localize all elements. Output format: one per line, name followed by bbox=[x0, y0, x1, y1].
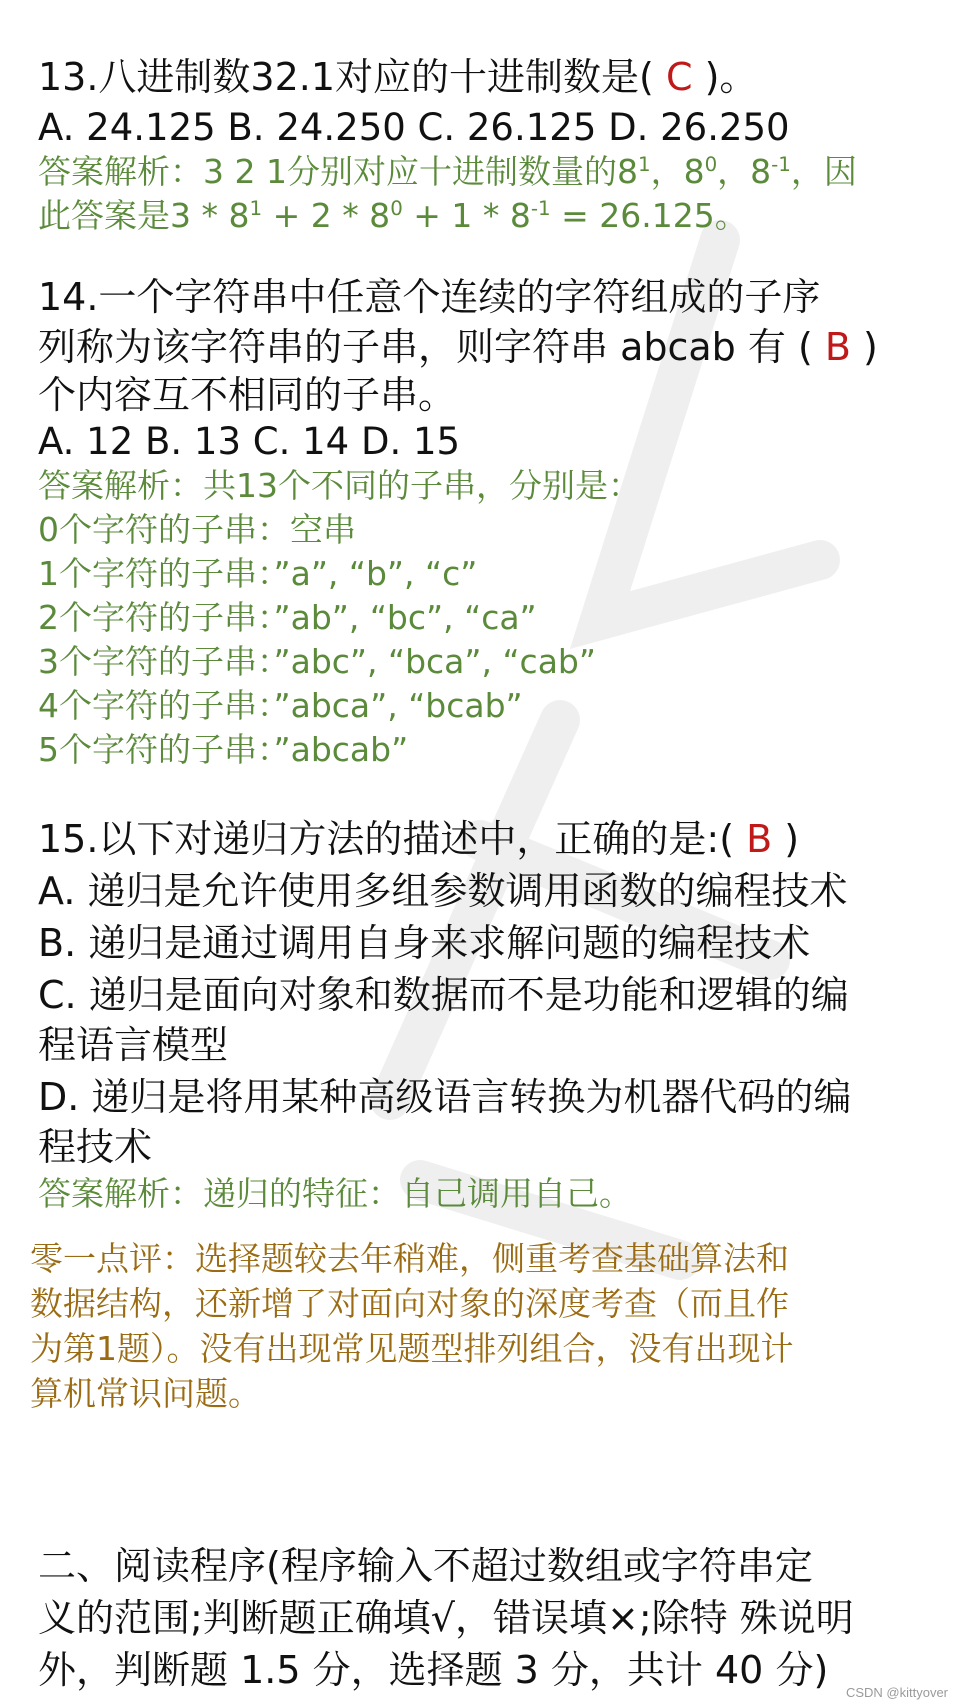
superscript: 1 bbox=[249, 197, 263, 220]
q14-analysis-line: 5个字符的子串：”abcab” bbox=[38, 730, 409, 769]
q13-analysis-text: + 2 * 8 bbox=[262, 196, 391, 235]
superscript: 0 bbox=[390, 197, 403, 220]
q15-option-b: B. 递归是通过调用自身来求解问题的编程技术 bbox=[38, 921, 811, 965]
q14-analysis-line: 3个字符的子串：”abc”, “bca”, “cab” bbox=[38, 642, 596, 681]
review-line: 为第1题）。没有出现常见题型排列组合，没有出现计 bbox=[30, 1329, 794, 1368]
q14-stem-end: ) bbox=[863, 325, 878, 369]
q15-analysis: 答案解析：递归的特征：自己调用自己。 bbox=[38, 1174, 632, 1213]
review-line: 算机常识问题。 bbox=[30, 1374, 261, 1413]
q15-answer: B bbox=[734, 817, 785, 861]
q13-stem-end: )。 bbox=[704, 55, 758, 99]
q13-stem-text: 13.八进制数32.1对应的十进制数是( bbox=[38, 55, 654, 99]
q14-stem-line2 bbox=[38, 322, 878, 372]
q13-analysis-text: 此答案是3 * 8 bbox=[38, 196, 250, 235]
q13-answer: C bbox=[653, 55, 705, 99]
q14-analysis-line: 2个字符的子串：”ab”, “bc”, “ca” bbox=[38, 598, 537, 637]
q15-stem-end: ) bbox=[784, 817, 800, 861]
q15-option-c-line2: 程语言模型 bbox=[38, 1023, 229, 1067]
section2-line: 义的范围;判断题正确填√，错误填×;除特 殊说明 bbox=[38, 1596, 854, 1640]
review-line: 数据结构，还新增了对面向对象的深度考查（而且作 bbox=[30, 1284, 789, 1323]
q13-analysis-text: 答案解析：3 2 1分别对应十进制数量的8 bbox=[38, 152, 638, 191]
q14-analysis-line: 0个字符的子串：空串 bbox=[38, 510, 356, 549]
q13-analysis-text: = 26.125。 bbox=[550, 196, 748, 235]
q15-option-d-line2: 程技术 bbox=[38, 1125, 153, 1169]
q15-option-d-line1: D. 递归是将用某种高级语言转换为机器代码的编 bbox=[38, 1075, 852, 1119]
q13-analysis-text: + 1 * 8 bbox=[402, 196, 531, 235]
q13-analysis-text: ，因 bbox=[790, 152, 857, 191]
superscript: 0 bbox=[704, 153, 718, 176]
q13-analysis-line2 bbox=[38, 194, 748, 238]
q15-stem-text: 15.以下对递归方法的描述中，正确的是:( bbox=[38, 817, 735, 861]
q15-option-c-line1: C. 递归是面向对象和数据而不是功能和逻辑的编 bbox=[38, 973, 849, 1017]
q14-answer: B bbox=[812, 325, 864, 369]
q14-stem-line1: 14.一个字符串中任意个连续的字符组成的子序 bbox=[38, 275, 821, 319]
q14-options: A. 12 B. 13 C. 14 D. 15 bbox=[38, 420, 461, 463]
q13-analysis-text: ，8 bbox=[717, 152, 772, 191]
q15-stem bbox=[38, 814, 799, 864]
q13-analysis-text: ，8 bbox=[650, 152, 705, 191]
q14-analysis-line: 答案解析：共13个不同的子串，分别是： bbox=[38, 466, 641, 505]
q13-options: A. 24.125 B. 24.250 C. 26.125 D. 26.250 bbox=[38, 106, 790, 149]
review-line: 零一点评：选择题较去年稍难，侧重考查基础算法和 bbox=[30, 1239, 789, 1278]
source-credit: CSDN @kittyover bbox=[845, 1685, 948, 1700]
q14-stem-text: 列称为该字符串的子串，则字符串 abcab 有 ( bbox=[38, 325, 813, 369]
superscript: -1 bbox=[530, 197, 551, 220]
q13-analysis-line1 bbox=[38, 150, 857, 194]
section2-line: 二、阅读程序(程序输入不超过数组或字符串定 bbox=[38, 1544, 813, 1588]
q15-option-a: A. 递归是允许使用多组参数调用函数的编程技术 bbox=[38, 869, 848, 913]
q14-analysis-line: 1个字符的子串：”a”, “b”, “c” bbox=[38, 554, 478, 593]
q14-stem-line3: 个内容互不相同的子串。 bbox=[38, 373, 457, 417]
section2-line: 外，判断题 1.5 分，选择题 3 分，共计 40 分) bbox=[38, 1648, 829, 1692]
q14-analysis-line: 4个字符的子串：”abca”, “bcab” bbox=[38, 686, 523, 725]
superscript: -1 bbox=[771, 153, 791, 176]
q13-stem bbox=[38, 52, 757, 102]
superscript: 1 bbox=[637, 153, 651, 176]
